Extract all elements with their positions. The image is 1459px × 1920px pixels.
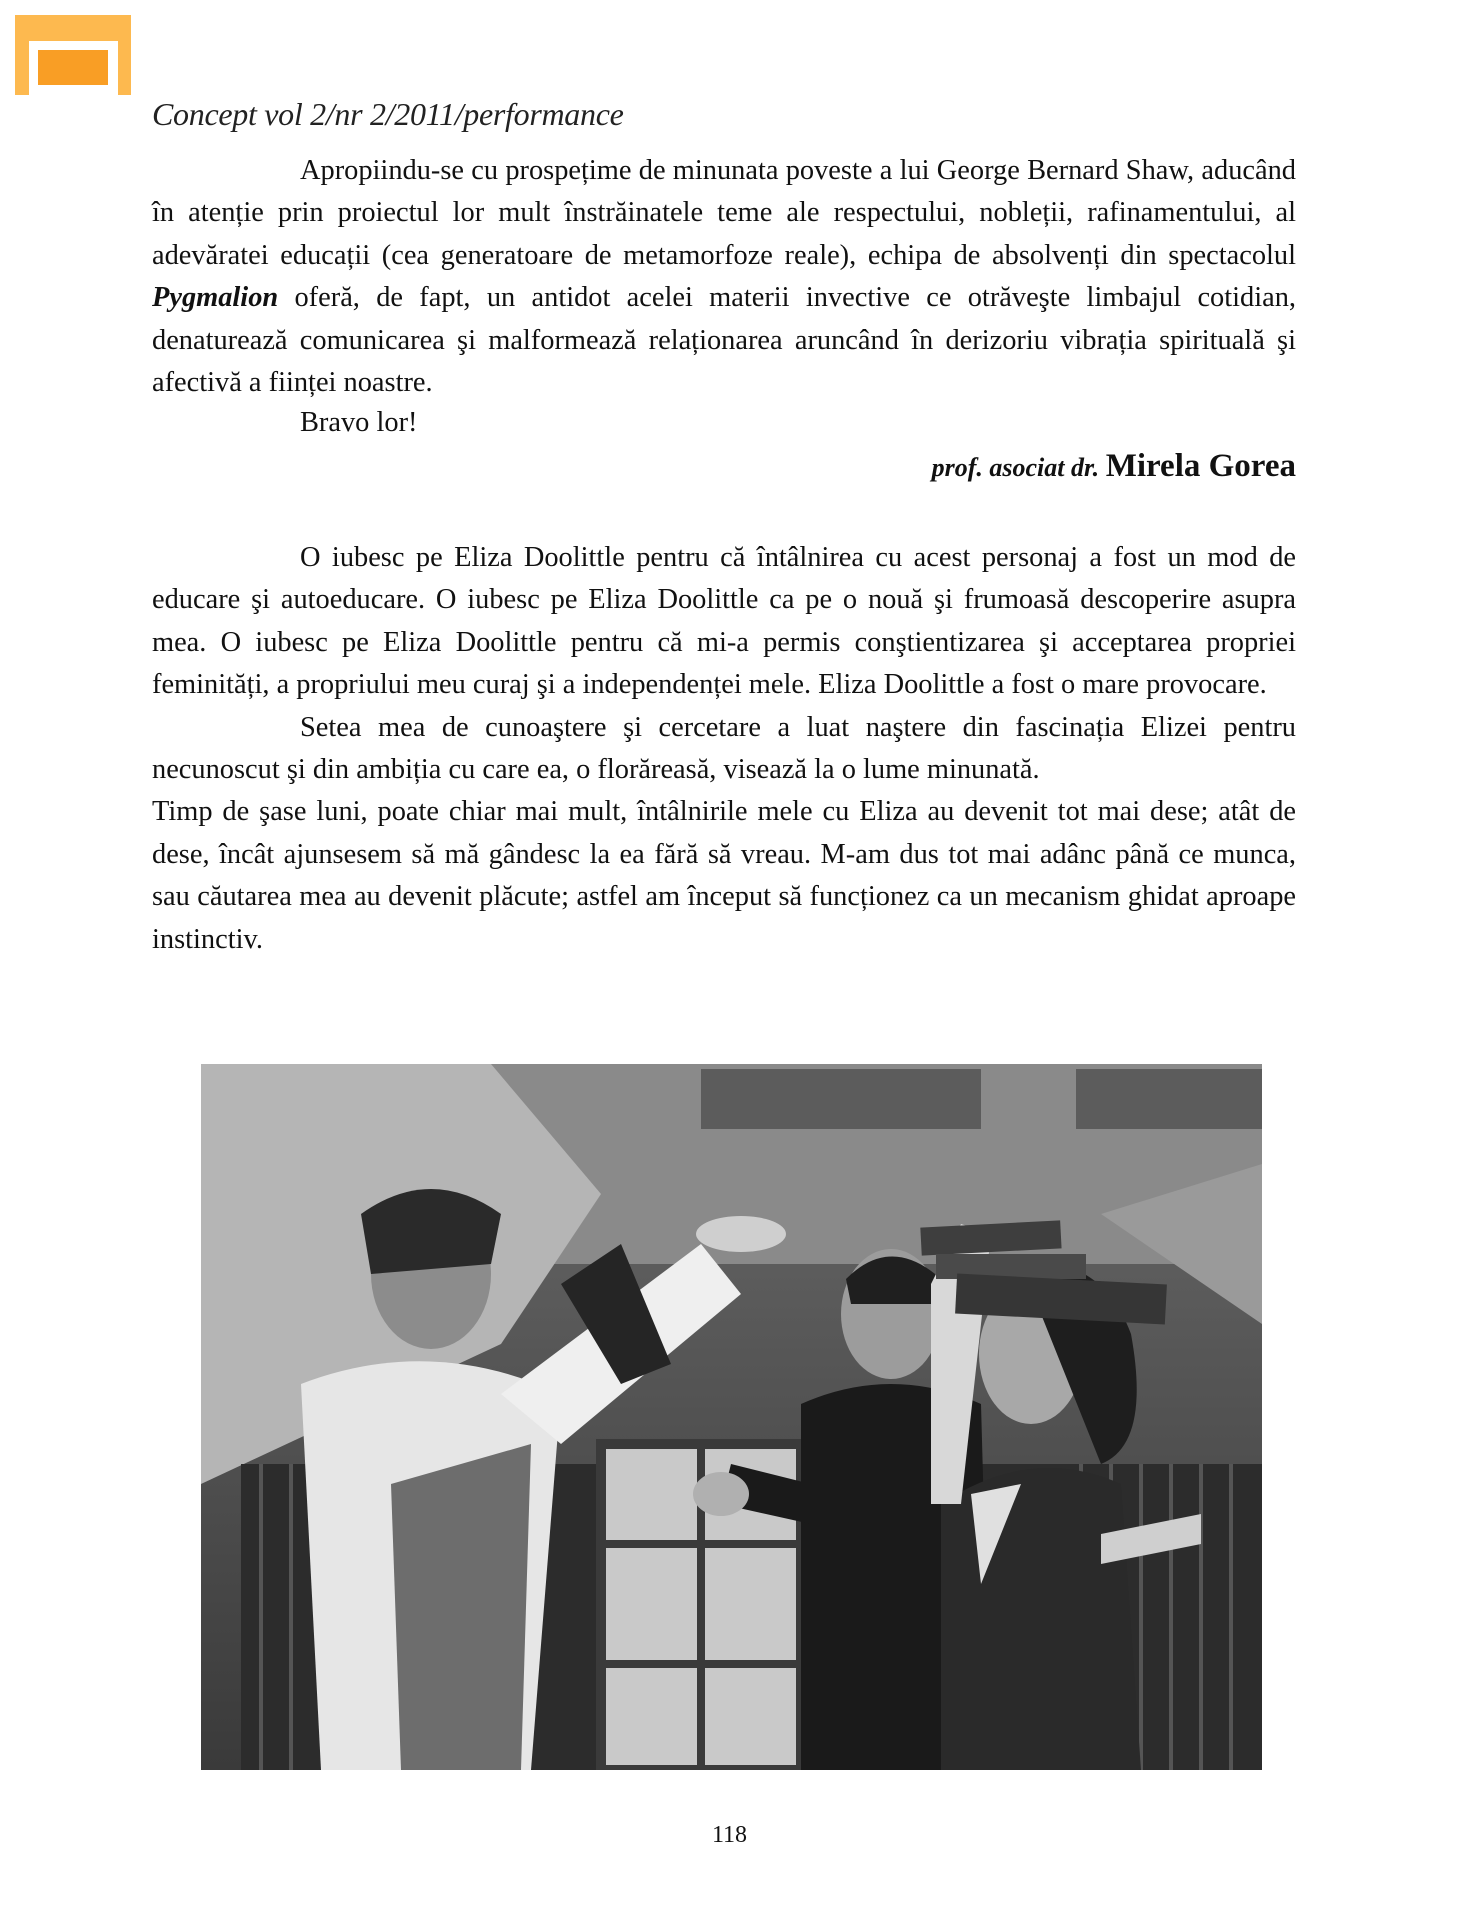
signature-name: Mirela Gorea: [1105, 448, 1296, 484]
bravo-line: Bravo lor!: [300, 407, 418, 438]
page-number: 118: [711, 1822, 748, 1848]
logo-inner-square: [38, 50, 108, 85]
paragraph-1-part-a: Apropiindu-se cu prospețime de minunata poveste a lui George Bernard Shaw, aducând în atenție prin proiectul lor mult înstrăinatele teme ale respectului, nobleții, rafinamentului, al adevăratei educații (cea generatoare de metamorfoze reale), echipa de absolvenți din spectacolul: [152, 155, 1296, 271]
journal-logo: [15, 15, 131, 95]
stage-photo-icon: [201, 1064, 1262, 1770]
paragraphs-2-4: [152, 537, 1296, 961]
play-title: Pygmalion: [152, 282, 279, 314]
paragraph-1-part-b: oferă, de fapt, un antidot acelei materii invective ce otrăveşte limbajul cotidian, denaturează comunicarea şi malformează relaționarea aruncând în derizoriu vibrația spirituală şi afectivă a ființei noastre.: [152, 282, 1296, 399]
paragraph-4: Timp de şase luni, poate chiar mai mult, întâlnirile mele cu Eliza au devenit tot mai dese; atât de dese, încât ajunsesem să mă gândesc la ea fără să vreau. M-am dus tot mai adânc până ce munca, sau căutarea mea au devenit plăcute; astfel am început să funcționez ca un mecanism ghidat aproape instinctiv.: [152, 796, 1296, 955]
paragraph-1: [152, 150, 1296, 404]
paragraph-3: Setea mea de cunoaştere şi cercetare a luat naştere din fascinația Elizei pentru necunoscut şi din ambiția cu care ea, o florăreasă, visează la o lume minunată.: [152, 711, 1296, 786]
paragraph-2: O iubesc pe Eliza Doolittle pentru că întâlnirea cu acest personaj a fost un mod de educare şi autoeducare. O iubesc pe Eliza Doolittle ca pe o nouă şi frumoasă descoperire asupra mea. O iubesc pe Eliza Doolittle pentru că mi-a permis conştientizarea şi acceptarea propriei feminități, a propriului meu curaj şi a independenței mele. Eliza Doolittle a fost o mare provocare.: [152, 542, 1296, 701]
signature: [932, 448, 1296, 485]
signature-title: prof. asociat dr.: [931, 453, 1100, 482]
stage-photo: [201, 1064, 1262, 1770]
running-title: Concept vol 2/nr 2/2011/performance: [152, 96, 624, 132]
